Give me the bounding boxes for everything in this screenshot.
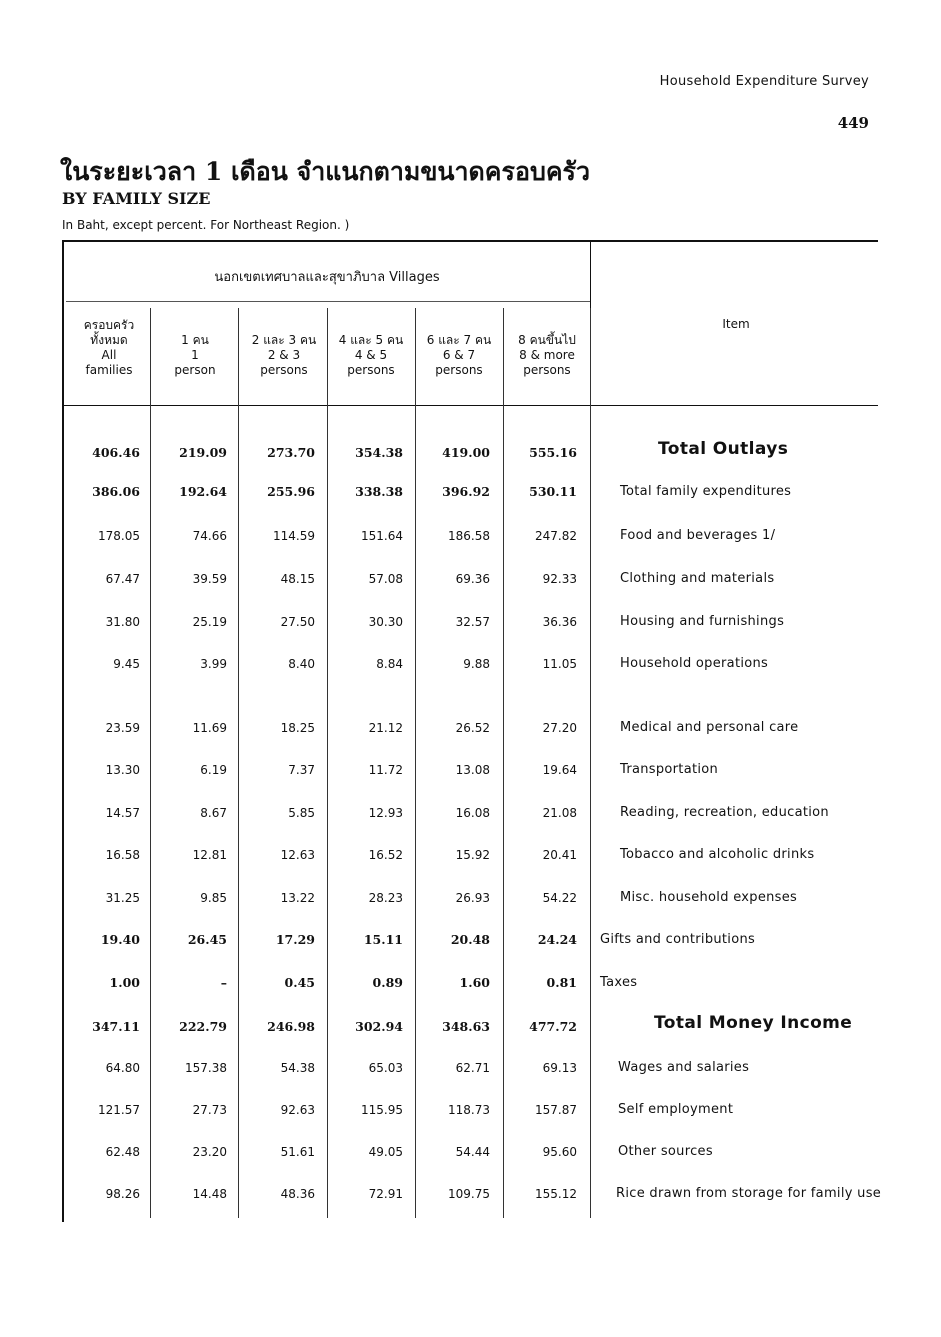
- column-header-line: ครอบครัว: [83, 318, 135, 332]
- row-label: Tobacco and alcoholic drinks: [620, 847, 815, 862]
- table-cell: 11.69: [192, 721, 227, 735]
- table-cell: 6.19: [200, 763, 227, 777]
- table-row: [0, 526, 941, 546]
- column-header: [152, 333, 238, 378]
- column-header: [416, 333, 502, 378]
- table-cell: 31.25: [105, 891, 140, 905]
- table-cell: 32.57: [455, 615, 490, 629]
- table-cell: 11.72: [368, 763, 403, 777]
- table-cell: 48.15: [280, 572, 315, 586]
- table-cell: 16.58: [105, 848, 140, 862]
- running-header: Household Expenditure Survey: [659, 74, 869, 89]
- table-row: [0, 973, 941, 993]
- table-cell: 8.67: [200, 806, 227, 820]
- region-label: นอกเขตเทศบาลและสุขาภิบาล Villages: [214, 270, 440, 285]
- table-top-rule: [62, 240, 878, 242]
- row-label: Food and beverages 1/: [620, 528, 776, 543]
- table-cell: 12.63: [280, 848, 315, 862]
- table-cell: 9.88: [463, 657, 490, 671]
- column-header-line: ทั้งหมด: [90, 333, 128, 347]
- table-cell: 14.57: [105, 806, 140, 820]
- column-header-line: families: [85, 363, 133, 377]
- table-cell: 27.50: [280, 615, 315, 629]
- table-cell: 13.30: [105, 763, 140, 777]
- table-cell: 255.96: [267, 484, 315, 499]
- table-cell: 18.25: [280, 721, 315, 735]
- table-cell: 12.93: [368, 806, 403, 820]
- column-header-line: person: [174, 363, 216, 377]
- table-cell: 347.11: [92, 1019, 140, 1034]
- column-header-line: 8 & more: [519, 348, 575, 362]
- table-cell: 26.45: [187, 932, 227, 947]
- page-number: 449: [837, 114, 869, 132]
- table-cell: 64.80: [105, 1061, 140, 1075]
- column-header-line: persons: [523, 363, 571, 377]
- table-cell: 23.20: [192, 1145, 227, 1159]
- table-cell: 0.45: [284, 975, 315, 990]
- table-cell: 98.26: [105, 1187, 140, 1201]
- table-cell: 26.93: [455, 891, 490, 905]
- table-cell: 8.40: [288, 657, 315, 671]
- table-cell: 62.71: [455, 1061, 490, 1075]
- table-cell: 192.64: [179, 484, 227, 499]
- table-cell: 9.45: [113, 657, 140, 671]
- table-cell: 157.38: [185, 1061, 227, 1075]
- table-cell: 39.59: [192, 572, 227, 586]
- table-cell: 19.40: [100, 932, 140, 947]
- table-cell: 49.05: [368, 1145, 403, 1159]
- table-cell: 0.89: [372, 975, 403, 990]
- table-cell: 354.38: [355, 445, 403, 460]
- row-label: Wages and salaries: [618, 1060, 750, 1075]
- row-label: Other sources: [618, 1144, 713, 1159]
- column-header: [240, 333, 328, 378]
- table-cell: 57.08: [368, 572, 403, 586]
- table-cell: 3.99: [200, 657, 227, 671]
- table-subtitle: In Baht, except percent. For Northeast Region. ): [62, 218, 350, 232]
- table-cell: 219.09: [179, 445, 227, 460]
- table-cell: 26.52: [455, 721, 490, 735]
- table-cell: 13.08: [455, 763, 490, 777]
- table-cell: 31.80: [105, 615, 140, 629]
- table-row: [0, 888, 941, 908]
- region-divider-horizontal: [66, 301, 590, 302]
- table-cell: 114.59: [273, 529, 315, 543]
- table-cell: 51.61: [280, 1145, 315, 1159]
- table-row: [0, 1058, 941, 1078]
- column-header: [504, 333, 590, 378]
- row-label: Taxes: [600, 975, 638, 990]
- column-header: [66, 318, 152, 378]
- table-row: [0, 654, 941, 674]
- table-cell: 65.03: [368, 1061, 403, 1075]
- table-cell: 92.33: [542, 572, 577, 586]
- table-cell: 12.81: [192, 848, 227, 862]
- row-label: Misc. household expenses: [620, 890, 798, 905]
- table-cell: 69.36: [455, 572, 490, 586]
- table-cell: 348.63: [442, 1019, 490, 1034]
- table-row: [0, 1100, 941, 1120]
- row-label: Rice drawn from storage for family use: [616, 1186, 882, 1201]
- item-column-header: Item: [722, 317, 750, 331]
- table-row: [0, 482, 941, 502]
- table-cell: 30.30: [368, 615, 403, 629]
- table-cell: 25.19: [192, 615, 227, 629]
- table-cell: 28.23: [368, 891, 403, 905]
- table-cell: 1.60: [459, 975, 490, 990]
- table-cell: 19.64: [542, 763, 577, 777]
- table-row: [0, 718, 941, 738]
- table-cell: 477.72: [529, 1019, 577, 1034]
- table-cell: 13.22: [280, 891, 315, 905]
- table-cell: 27.20: [542, 721, 577, 735]
- table-cell: 419.00: [442, 445, 490, 460]
- table-cell: 15.11: [363, 932, 403, 947]
- table-cell: 109.75: [448, 1187, 490, 1201]
- table-cell: 302.94: [355, 1019, 403, 1034]
- column-header-line: persons: [260, 363, 308, 377]
- column-header-line: 4 & 5: [354, 348, 388, 362]
- table-cell: 115.95: [361, 1103, 403, 1117]
- table-cell: 54.44: [455, 1145, 490, 1159]
- table-cell: 15.92: [455, 848, 490, 862]
- column-header: [328, 333, 414, 378]
- row-label: Medical and personal care: [620, 720, 799, 735]
- table-cell: 0.81: [546, 975, 577, 990]
- table-cell: 178.05: [98, 529, 140, 543]
- table-cell: 27.73: [192, 1103, 227, 1117]
- row-label: Self employment: [618, 1102, 734, 1117]
- table-title-english: BY FAMILY SIZE: [62, 189, 211, 208]
- table-cell: 21.12: [368, 721, 403, 735]
- table-cell: 157.87: [535, 1103, 577, 1117]
- header-bottom-rule: [64, 405, 878, 406]
- column-header-line: 6 & 7: [442, 348, 476, 362]
- row-label: Clothing and materials: [620, 571, 775, 586]
- table-cell: 121.57: [98, 1103, 140, 1117]
- column-header-line: 6 และ 7 คน: [426, 333, 492, 347]
- row-label: Total Outlays: [658, 439, 789, 459]
- table-cell: 118.73: [448, 1103, 490, 1117]
- table-cell: 338.38: [355, 484, 403, 499]
- table-cell: 186.58: [448, 529, 490, 543]
- table-title-thai: ในระยะเวลา 1 เดือน จำแนกตามขนาดครอบครัว: [60, 157, 591, 186]
- table-cell: 20.48: [450, 932, 490, 947]
- column-header-line: 1 คน: [181, 333, 209, 347]
- table-cell: 74.66: [192, 529, 227, 543]
- table-cell: 5.85: [288, 806, 315, 820]
- table-cell: 555.16: [529, 445, 577, 460]
- row-label: Household operations: [620, 656, 769, 671]
- row-label: Gifts and contributions: [600, 932, 756, 947]
- table-cell: 21.08: [542, 806, 577, 820]
- table-row: [0, 1184, 941, 1204]
- table-cell: 72.91: [368, 1187, 403, 1201]
- column-header-line: 8 คนขึ้นไป: [518, 333, 576, 347]
- table-cell: 247.82: [535, 529, 577, 543]
- table-cell: 7.37: [288, 763, 315, 777]
- column-header-line: 1: [191, 348, 199, 362]
- table-row: [0, 1142, 941, 1162]
- table-cell: 386.06: [92, 484, 140, 499]
- table-cell: 54.22: [542, 891, 577, 905]
- table-cell: 273.70: [267, 445, 315, 460]
- table-row: [0, 569, 941, 589]
- table-cell: 246.98: [267, 1019, 315, 1034]
- table-cell: 24.24: [537, 932, 577, 947]
- row-label: Housing and furnishings: [620, 614, 785, 629]
- table-cell: 8.84: [376, 657, 403, 671]
- table-cell: 67.47: [105, 572, 140, 586]
- row-label: Reading, recreation, education: [620, 805, 829, 820]
- table-row: [0, 439, 941, 463]
- table-cell: 14.48: [192, 1187, 227, 1201]
- table-row: [0, 930, 941, 950]
- row-label: Transportation: [620, 762, 719, 777]
- table-cell: –: [220, 975, 227, 990]
- row-label: Total family expenditures: [620, 484, 792, 499]
- table-cell: 11.05: [542, 657, 577, 671]
- table-cell: 9.85: [200, 891, 227, 905]
- column-header-line: persons: [435, 363, 483, 377]
- table-cell: 54.38: [280, 1061, 315, 1075]
- table-cell: 48.36: [280, 1187, 315, 1201]
- column-header-line: persons: [347, 363, 395, 377]
- table-cell: 406.46: [92, 445, 140, 460]
- table-cell: 1.00: [109, 975, 140, 990]
- table-cell: 530.11: [529, 484, 577, 499]
- table-cell: 20.41: [542, 848, 577, 862]
- table-row: [0, 803, 941, 823]
- table-row: [0, 845, 941, 865]
- table-cell: 36.36: [542, 615, 577, 629]
- table-cell: 17.29: [275, 932, 315, 947]
- column-header-line: 4 และ 5 คน: [338, 333, 404, 347]
- row-label: Total Money Income: [654, 1013, 853, 1033]
- table-cell: 222.79: [179, 1019, 227, 1034]
- table-cell: 151.64: [361, 529, 403, 543]
- table-cell: 16.52: [368, 848, 403, 862]
- table-row: [0, 612, 941, 632]
- column-header-line: All: [101, 348, 117, 362]
- table-cell: 62.48: [105, 1145, 140, 1159]
- table-cell: 92.63: [280, 1103, 315, 1117]
- table-row: [0, 760, 941, 780]
- table-cell: 23.59: [105, 721, 140, 735]
- table-cell: 16.08: [455, 806, 490, 820]
- column-header-line: 2 และ 3 คน: [251, 333, 317, 347]
- table-row: [0, 1013, 941, 1037]
- table-cell: 396.92: [442, 484, 490, 499]
- table-cell: 95.60: [542, 1145, 577, 1159]
- table-cell: 69.13: [542, 1061, 577, 1075]
- table-cell: 155.12: [535, 1187, 577, 1201]
- column-header-line: 2 & 3: [267, 348, 301, 362]
